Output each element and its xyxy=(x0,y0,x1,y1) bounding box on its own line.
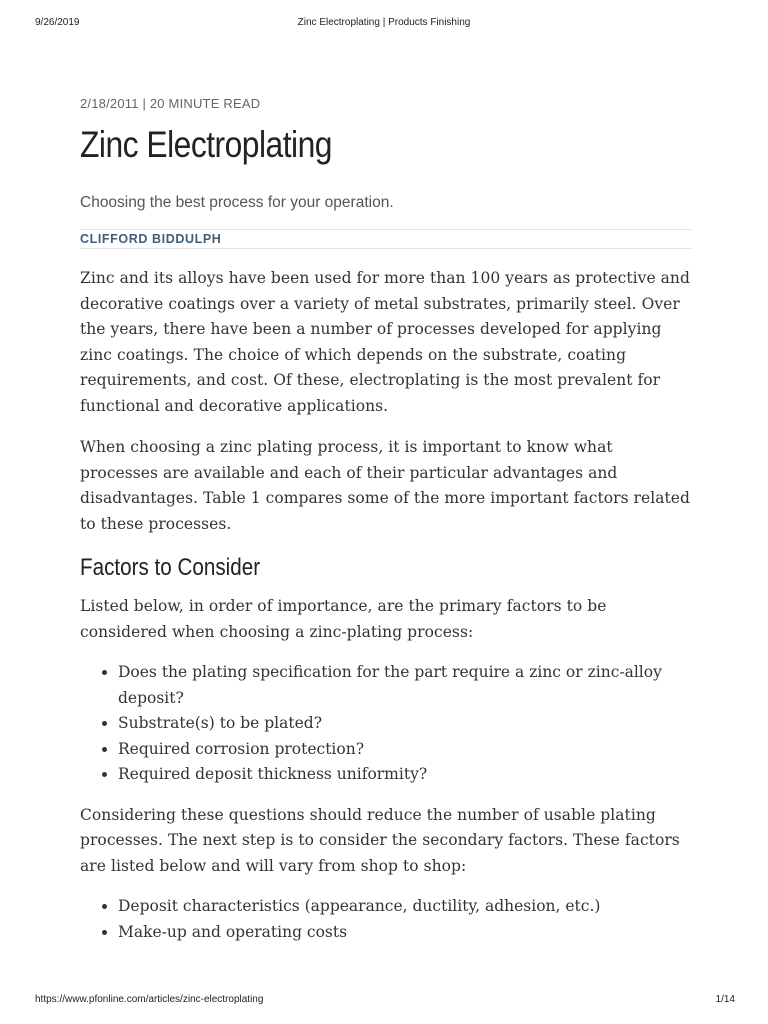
print-url: https://www.pfonline.com/articles/zinc-electroplating xyxy=(35,994,264,1005)
paragraph-4: Considering these questions should reduce the number of usable plating processes. The next step is to consider the secondary factors. These factors are listed below and will vary from shop to shop: xyxy=(80,805,680,875)
article-meta: 2/18/2011 | 20 MINUTE READ xyxy=(80,96,261,111)
paragraph-3: Listed below, in order of importance, are the primary factors to be considered when choosing a zinc-plating process: xyxy=(80,597,607,641)
paragraph-2: When choosing a zinc plating process, it is important to know what processes are available and each of their particular advantages and disadvantages. Table 1 compares some of the more important factors related to these processes. xyxy=(80,438,691,533)
primary-factors-list xyxy=(80,660,691,788)
list-item: • Required deposit thickness uniformity? xyxy=(118,762,691,788)
print-page-title: Zinc Electroplating | Products Finishing xyxy=(297,17,471,28)
secondary-factors-list xyxy=(80,894,691,945)
list-item: • Substrate(s) to be plated? xyxy=(118,711,691,737)
list-item: • Required corrosion protection? xyxy=(118,737,691,763)
article xyxy=(80,96,691,945)
list-item: • Does the plating specification for the part require a zinc or zinc-alloy deposit? xyxy=(118,660,691,711)
print-footer xyxy=(0,994,768,1008)
author-byline xyxy=(80,229,691,249)
print-date: 9/26/2019 xyxy=(35,17,80,28)
list-item: • Make-up and operating costs xyxy=(118,920,691,946)
list-item: • Deposit characteristics (appearance, ductility, adhesion, etc.) xyxy=(118,894,691,920)
page-number: 1/14 xyxy=(715,994,735,1005)
article-subtitle: Choosing the best process for your operation. xyxy=(80,194,394,211)
paragraph-1: Zinc and its alloys have been used for more than 100 years as protective and decorative coatings over a variety of metal substrates, primarily steel. Over the years, there have been a number of processes developed for applying zinc coatings. The choice of which depends on the substrate, coating requirements, and cost. Of these, electroplating is the most prevalent for functional and decorative applications. xyxy=(80,269,690,415)
print-header xyxy=(0,17,768,31)
author-link[interactable]: CLIFFORD BIDDULPH xyxy=(80,232,222,246)
article-title: Zinc Electroplating xyxy=(80,124,332,165)
section-heading: Factors to Consider xyxy=(80,554,261,581)
